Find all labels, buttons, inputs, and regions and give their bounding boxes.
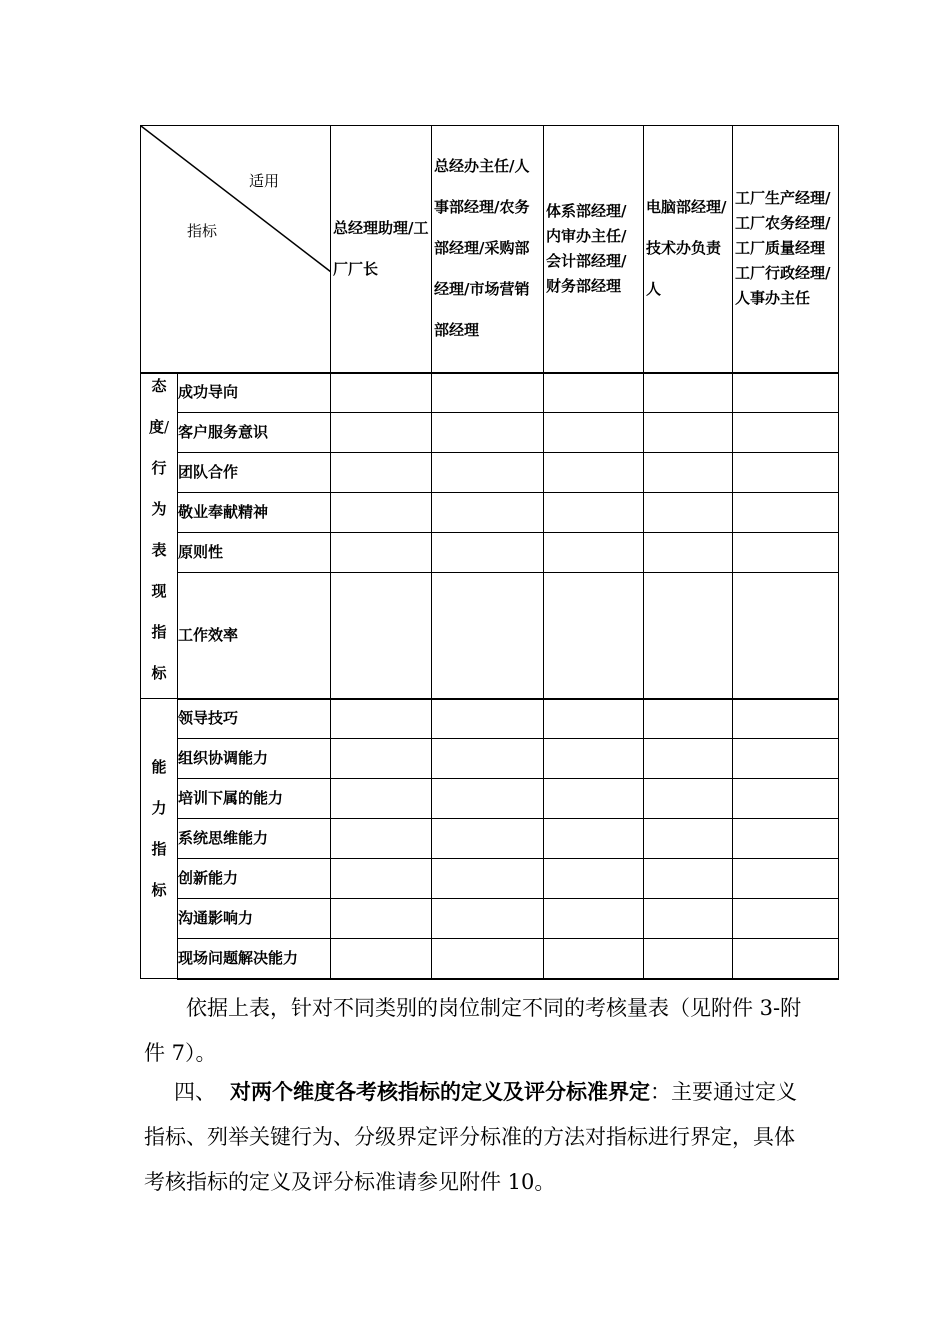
assessment-index-table (140, 125, 839, 980)
section-number: 四、 (174, 1080, 216, 1104)
table-header-row (141, 126, 839, 373)
diagonal-header-cell (141, 126, 331, 373)
diagonal-bottom-label: 指标 (187, 222, 218, 240)
index-name: 沟通影响力 (178, 899, 331, 939)
table-row (141, 939, 839, 979)
index-name: 领导技巧 (178, 699, 331, 739)
column-header (432, 126, 544, 373)
column-header-text: 体系部经理/内审办主任/会计部经理/财务部经理 (546, 201, 627, 295)
column-header (733, 126, 839, 373)
section-heading: 对两个维度各考核指标的定义及评分标准界定 (230, 1080, 650, 1104)
index-name: 培训下属的能力 (178, 779, 331, 819)
category-char: 现 (151, 581, 167, 600)
index-name: 成功导向 (178, 373, 331, 413)
column-header (644, 126, 733, 373)
index-name: 工作效率 (178, 573, 331, 699)
category-char: 标 (151, 880, 167, 899)
diagonal-line (141, 126, 331, 372)
paragraph-table-basis: 依据上表，针对不同类别的岗位制定不同的考核量表（见附件 3-附件 7）。 (144, 996, 802, 1065)
category-char: 行 (151, 458, 167, 477)
index-name: 原则性 (178, 533, 331, 573)
table-row (141, 739, 839, 779)
index-name: 客户服务意识 (178, 413, 331, 453)
column-header-text: 电脑部经理/技术办负责人 (646, 198, 727, 299)
category-char: 为 (151, 499, 167, 518)
table-row (141, 899, 839, 939)
category-char: 指 (151, 622, 167, 641)
paragraph-section-four (144, 1070, 809, 1205)
index-name: 现场问题解决能力 (178, 939, 331, 979)
table-row (141, 859, 839, 899)
index-name: 创新能力 (178, 859, 331, 899)
section-body: ：主要通过定义指标、列举关键行为、分级界定评分标准的方法对指标进行界定，具体考核指标的定义及评分标准请参见附件 10。 (144, 1080, 797, 1194)
table-row (141, 373, 839, 413)
index-name: 组织协调能力 (178, 739, 331, 779)
category-char: 标 (151, 663, 167, 682)
table-row (141, 779, 839, 819)
table-row (141, 453, 839, 493)
column-header-text: 总经理助理/工厂厂长 (333, 218, 429, 278)
category-attitude-cell (141, 373, 178, 699)
index-name: 敬业奉献精神 (178, 493, 331, 533)
category-char: 度/ (148, 417, 170, 436)
category-char: 指 (151, 839, 167, 858)
category-char: 表 (151, 540, 167, 559)
table-row (141, 573, 839, 699)
table-row (141, 413, 839, 453)
table-row (141, 699, 839, 739)
index-name: 团队合作 (178, 453, 331, 493)
category-char: 能 (151, 757, 167, 776)
column-header-text: 总经办主任/人事部经理/农务部经理/采购部经理/市场营销部经理 (434, 157, 530, 340)
table-row (141, 493, 839, 533)
category-ability-cell (141, 699, 178, 979)
table-row (141, 533, 839, 573)
index-name: 系统思维能力 (178, 819, 331, 859)
diagonal-top-label: 适用 (249, 172, 280, 190)
category-char: 力 (151, 798, 167, 817)
table-row (141, 819, 839, 859)
category-char: 态 (151, 376, 167, 395)
column-header (544, 126, 644, 373)
column-header (331, 126, 432, 373)
column-header-text: 工厂生产经理/工厂农务经理/工厂质量经理工厂行政经理/人事办主任 (735, 189, 831, 308)
